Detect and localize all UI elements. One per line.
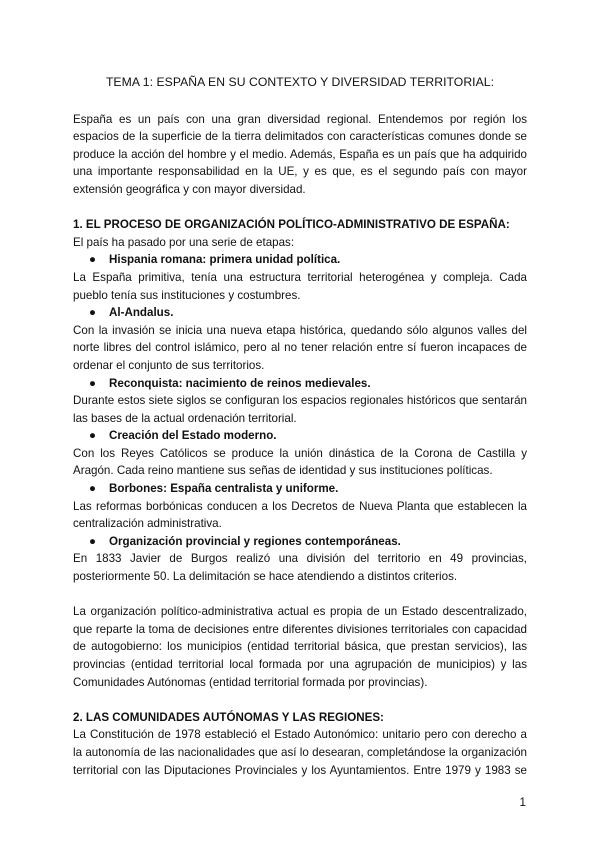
stage-title-text: Organización provincial y regiones contemporáneas. [109,534,401,548]
stage-title-text: Hispania romana: primera unidad política. [109,253,341,267]
bullet-icon: ● [89,306,97,320]
bullet-icon: ● [89,376,97,390]
intro-paragraph: España es un país con una gran diversidad regional. Entendemos por región los espacios de la superficie de la tierra delimitados con características comunes donde se produce la acción del hombre y el medio. Además, España es un país que ha adquirido una importante responsabilidad en la UE, y es que, es el segundo país con mayor extensión geográfica y con mayor diversidad. [73,112,527,196]
stage-1-title [73,251,527,269]
stage-4-text: Con los Reyes Católicos se produce la unión dinástica de la Corona de Castilla y Aragón. Cada reino mantiene sus señas de identidad y sus instituciones políticas. [73,446,527,478]
stage-title-text: Al-Andalus. [109,306,174,320]
bullet-icon: ● [89,482,97,496]
stage-5-title [73,480,527,498]
stage-3-text: Durante estos siete siglos se configuran los espacios regionales históricos que sentarán las bases de la actual ordenación territorial. [73,394,527,425]
stage-title-text: Reconquista: nacimiento de reinos medievales. [109,376,371,390]
stage-2-text: Con la invasión se inicia una nueva etapa histórica, quedando sólo algunos valles del norte libres del control islámico, pero al no tener relación entre sí fueron incapaces de ordenar el conjunto de sus territorios. [73,323,527,372]
spacer [73,586,527,604]
spacer [73,691,527,709]
stage-4-title [73,427,527,445]
bullet-icon: ● [89,534,97,548]
stage-3-title [73,375,527,393]
bullet-icon: ● [89,253,97,267]
stage-5-text: Las reformas borbónicas conducen a los Decretos de Nueva Planta que establecen la centralización administrativa. [73,499,527,531]
section-1-heading: 1. EL PROCESO DE ORGANIZACIÓN POLÍTICO-ADMINISTRATIVO DE ESPAÑA: [73,218,510,232]
document-title: TEMA 1: ESPAÑA EN SU CONTEXTO Y DIVERSIDAD TERRITORIAL: [105,75,495,89]
section-2-text: La Constitución de 1978 estableció el Estado Autonómico: unitario pero con derecho a la autonomía de las nacionalidades que así lo desearan, completándose la organización territorial con las Diputaciones Provinciales y los Ayuntamientos. Entre 1979 y 1983 se [73,728,527,777]
section-1-lead: El país ha pasado por una serie de etapas: [73,235,295,249]
page-number: 1 [519,796,526,809]
stage-6-title [73,533,527,551]
stage-2-title [73,304,527,322]
stage-1-text: La España primitiva, tenía una estructura territorial heterogénea y compleja. Cada pueblo tenía sus instituciones y costumbres. [73,270,527,302]
stage-6-text: En 1833 Javier de Burgos realizó una división del territorio en 49 provincias, posteriormente 50. La delimitación se hace atendiendo a distintos criterios. [73,552,527,584]
section-2-heading: 2. LAS COMUNIDADES AUTÓNOMAS Y LAS REGIONES: [73,710,384,724]
spacer [73,199,527,217]
stage-title-text: Creación del Estado moderno. [109,429,277,443]
section-1-closing: La organización político-administrativa actual es propia de un Estado descentralizado, que reparte la toma de decisiones entre diferentes divisiones territoriales con capacidad de autogobierno: los municipios (entidad territorial básica, que prestan servicios), las provincias (entidad territorial local formada por una agrupación de municipios) y las Comunidades Autónomas (entidad territorial formada por provincias). [73,605,527,689]
stage-title-text: Borbones: España centralista y uniforme. [109,482,339,496]
bullet-icon: ● [89,429,97,443]
